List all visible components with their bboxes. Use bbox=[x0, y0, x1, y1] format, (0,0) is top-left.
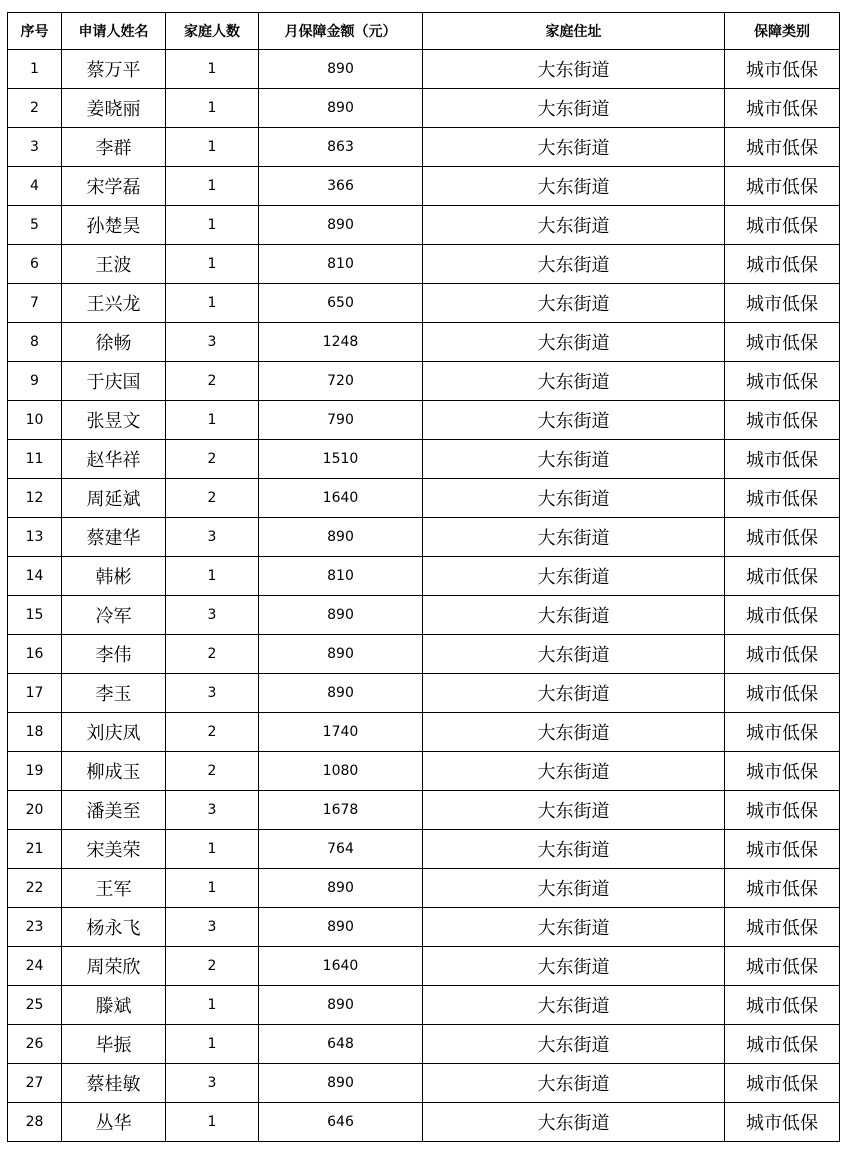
cell-monthly-amount: 646 bbox=[259, 1103, 423, 1142]
cell-home-address: 大东街道 bbox=[423, 908, 725, 947]
cell-assistance-type: 城市低保 bbox=[725, 1103, 840, 1142]
cell-home-address: 大东街道 bbox=[423, 323, 725, 362]
cell-applicant-name: 蔡桂敏 bbox=[62, 1064, 166, 1103]
cell-household-size: 3 bbox=[166, 518, 259, 557]
cell-serial: 15 bbox=[8, 596, 62, 635]
cell-home-address: 大东街道 bbox=[423, 1025, 725, 1064]
table-row bbox=[8, 167, 840, 206]
cell-serial: 10 bbox=[8, 401, 62, 440]
cell-serial: 23 bbox=[8, 908, 62, 947]
cell-applicant-name: 赵华祥 bbox=[62, 440, 166, 479]
cell-monthly-amount: 810 bbox=[259, 557, 423, 596]
cell-home-address: 大东街道 bbox=[423, 167, 725, 206]
cell-home-address: 大东街道 bbox=[423, 596, 725, 635]
cell-assistance-type: 城市低保 bbox=[725, 89, 840, 128]
header-applicant-name: 申请人姓名 bbox=[62, 13, 166, 50]
table-row bbox=[8, 128, 840, 167]
cell-home-address: 大东街道 bbox=[423, 635, 725, 674]
cell-assistance-type: 城市低保 bbox=[725, 401, 840, 440]
cell-household-size: 1 bbox=[166, 1103, 259, 1142]
table-row bbox=[8, 596, 840, 635]
cell-home-address: 大东街道 bbox=[423, 557, 725, 596]
cell-serial: 12 bbox=[8, 479, 62, 518]
cell-applicant-name: 周荣欣 bbox=[62, 947, 166, 986]
cell-household-size: 1 bbox=[166, 869, 259, 908]
header-assistance-type: 保障类别 bbox=[725, 13, 840, 50]
cell-applicant-name: 宋学磊 bbox=[62, 167, 166, 206]
cell-serial: 1 bbox=[8, 50, 62, 89]
cell-assistance-type: 城市低保 bbox=[725, 128, 840, 167]
cell-monthly-amount: 890 bbox=[259, 50, 423, 89]
cell-monthly-amount: 720 bbox=[259, 362, 423, 401]
cell-monthly-amount: 810 bbox=[259, 245, 423, 284]
cell-household-size: 1 bbox=[166, 167, 259, 206]
cell-assistance-type: 城市低保 bbox=[725, 869, 840, 908]
cell-serial: 27 bbox=[8, 1064, 62, 1103]
cell-applicant-name: 宋美荣 bbox=[62, 830, 166, 869]
cell-serial: 20 bbox=[8, 791, 62, 830]
cell-serial: 2 bbox=[8, 89, 62, 128]
table-row bbox=[8, 1064, 840, 1103]
cell-serial: 11 bbox=[8, 440, 62, 479]
cell-home-address: 大东街道 bbox=[423, 362, 725, 401]
cell-assistance-type: 城市低保 bbox=[725, 479, 840, 518]
table-row bbox=[8, 50, 840, 89]
table-row bbox=[8, 1025, 840, 1064]
cell-serial: 28 bbox=[8, 1103, 62, 1142]
cell-assistance-type: 城市低保 bbox=[725, 1025, 840, 1064]
cell-home-address: 大东街道 bbox=[423, 440, 725, 479]
table-row bbox=[8, 362, 840, 401]
table-row bbox=[8, 986, 840, 1025]
cell-monthly-amount: 366 bbox=[259, 167, 423, 206]
cell-assistance-type: 城市低保 bbox=[725, 908, 840, 947]
cell-home-address: 大东街道 bbox=[423, 947, 725, 986]
header-row bbox=[8, 13, 840, 50]
table-row bbox=[8, 323, 840, 362]
cell-monthly-amount: 890 bbox=[259, 908, 423, 947]
cell-household-size: 2 bbox=[166, 479, 259, 518]
cell-assistance-type: 城市低保 bbox=[725, 206, 840, 245]
cell-assistance-type: 城市低保 bbox=[725, 167, 840, 206]
cell-applicant-name: 蔡万平 bbox=[62, 50, 166, 89]
cell-household-size: 2 bbox=[166, 440, 259, 479]
cell-home-address: 大东街道 bbox=[423, 284, 725, 323]
cell-home-address: 大东街道 bbox=[423, 89, 725, 128]
cell-serial: 22 bbox=[8, 869, 62, 908]
cell-household-size: 1 bbox=[166, 89, 259, 128]
cell-serial: 18 bbox=[8, 713, 62, 752]
cell-monthly-amount: 890 bbox=[259, 674, 423, 713]
header-home-address: 家庭住址 bbox=[423, 13, 725, 50]
cell-home-address: 大东街道 bbox=[423, 830, 725, 869]
table-row bbox=[8, 635, 840, 674]
cell-assistance-type: 城市低保 bbox=[725, 635, 840, 674]
cell-household-size: 2 bbox=[166, 362, 259, 401]
cell-applicant-name: 王波 bbox=[62, 245, 166, 284]
cell-monthly-amount: 890 bbox=[259, 635, 423, 674]
cell-household-size: 1 bbox=[166, 245, 259, 284]
cell-home-address: 大东街道 bbox=[423, 869, 725, 908]
table-row bbox=[8, 245, 840, 284]
cell-applicant-name: 孙楚昊 bbox=[62, 206, 166, 245]
cell-serial: 16 bbox=[8, 635, 62, 674]
header-monthly-amount: 月保障金额（元） bbox=[259, 13, 423, 50]
cell-household-size: 2 bbox=[166, 635, 259, 674]
cell-assistance-type: 城市低保 bbox=[725, 596, 840, 635]
cell-home-address: 大东街道 bbox=[423, 791, 725, 830]
table-row bbox=[8, 401, 840, 440]
table-row bbox=[8, 674, 840, 713]
cell-monthly-amount: 890 bbox=[259, 869, 423, 908]
cell-monthly-amount: 890 bbox=[259, 206, 423, 245]
cell-monthly-amount: 1678 bbox=[259, 791, 423, 830]
cell-monthly-amount: 1080 bbox=[259, 752, 423, 791]
cell-applicant-name: 蔡建华 bbox=[62, 518, 166, 557]
header-household-size: 家庭人数 bbox=[166, 13, 259, 50]
table-row bbox=[8, 1103, 840, 1142]
cell-serial: 19 bbox=[8, 752, 62, 791]
table-row bbox=[8, 89, 840, 128]
cell-applicant-name: 刘庆凤 bbox=[62, 713, 166, 752]
cell-applicant-name: 张昱文 bbox=[62, 401, 166, 440]
cell-serial: 25 bbox=[8, 986, 62, 1025]
cell-serial: 9 bbox=[8, 362, 62, 401]
cell-monthly-amount: 890 bbox=[259, 1064, 423, 1103]
cell-applicant-name: 王军 bbox=[62, 869, 166, 908]
cell-monthly-amount: 890 bbox=[259, 89, 423, 128]
cell-applicant-name: 李玉 bbox=[62, 674, 166, 713]
assistance-roster-table bbox=[7, 12, 840, 1142]
cell-applicant-name: 杨永飞 bbox=[62, 908, 166, 947]
roster-body bbox=[8, 50, 840, 1142]
cell-household-size: 3 bbox=[166, 791, 259, 830]
cell-applicant-name: 姜晓丽 bbox=[62, 89, 166, 128]
cell-household-size: 3 bbox=[166, 1064, 259, 1103]
cell-assistance-type: 城市低保 bbox=[725, 713, 840, 752]
cell-assistance-type: 城市低保 bbox=[725, 947, 840, 986]
table-row bbox=[8, 830, 840, 869]
cell-applicant-name: 毕振 bbox=[62, 1025, 166, 1064]
cell-assistance-type: 城市低保 bbox=[725, 752, 840, 791]
cell-home-address: 大东街道 bbox=[423, 674, 725, 713]
cell-household-size: 2 bbox=[166, 947, 259, 986]
cell-applicant-name: 冷军 bbox=[62, 596, 166, 635]
cell-home-address: 大东街道 bbox=[423, 986, 725, 1025]
cell-applicant-name: 于庆国 bbox=[62, 362, 166, 401]
table-row bbox=[8, 557, 840, 596]
cell-serial: 4 bbox=[8, 167, 62, 206]
cell-assistance-type: 城市低保 bbox=[725, 557, 840, 596]
cell-serial: 3 bbox=[8, 128, 62, 167]
table-row bbox=[8, 908, 840, 947]
cell-assistance-type: 城市低保 bbox=[725, 674, 840, 713]
cell-monthly-amount: 790 bbox=[259, 401, 423, 440]
cell-household-size: 3 bbox=[166, 674, 259, 713]
cell-applicant-name: 韩彬 bbox=[62, 557, 166, 596]
cell-home-address: 大东街道 bbox=[423, 206, 725, 245]
cell-assistance-type: 城市低保 bbox=[725, 830, 840, 869]
cell-assistance-type: 城市低保 bbox=[725, 791, 840, 830]
cell-household-size: 1 bbox=[166, 401, 259, 440]
cell-household-size: 1 bbox=[166, 50, 259, 89]
cell-monthly-amount: 890 bbox=[259, 596, 423, 635]
cell-applicant-name: 王兴龙 bbox=[62, 284, 166, 323]
cell-home-address: 大东街道 bbox=[423, 401, 725, 440]
cell-assistance-type: 城市低保 bbox=[725, 1064, 840, 1103]
header-serial: 序号 bbox=[8, 13, 62, 50]
cell-assistance-type: 城市低保 bbox=[725, 284, 840, 323]
cell-serial: 14 bbox=[8, 557, 62, 596]
cell-home-address: 大东街道 bbox=[423, 128, 725, 167]
cell-applicant-name: 李群 bbox=[62, 128, 166, 167]
cell-assistance-type: 城市低保 bbox=[725, 323, 840, 362]
cell-applicant-name: 徐畅 bbox=[62, 323, 166, 362]
cell-household-size: 3 bbox=[166, 908, 259, 947]
cell-applicant-name: 柳成玉 bbox=[62, 752, 166, 791]
cell-home-address: 大东街道 bbox=[423, 50, 725, 89]
cell-household-size: 1 bbox=[166, 830, 259, 869]
table-row bbox=[8, 947, 840, 986]
cell-assistance-type: 城市低保 bbox=[725, 986, 840, 1025]
cell-monthly-amount: 1640 bbox=[259, 479, 423, 518]
cell-household-size: 3 bbox=[166, 323, 259, 362]
cell-applicant-name: 李伟 bbox=[62, 635, 166, 674]
cell-home-address: 大东街道 bbox=[423, 752, 725, 791]
cell-serial: 13 bbox=[8, 518, 62, 557]
cell-assistance-type: 城市低保 bbox=[725, 50, 840, 89]
cell-monthly-amount: 1740 bbox=[259, 713, 423, 752]
cell-household-size: 2 bbox=[166, 752, 259, 791]
table-row bbox=[8, 752, 840, 791]
cell-applicant-name: 周延斌 bbox=[62, 479, 166, 518]
cell-monthly-amount: 648 bbox=[259, 1025, 423, 1064]
cell-serial: 5 bbox=[8, 206, 62, 245]
cell-applicant-name: 潘美至 bbox=[62, 791, 166, 830]
cell-assistance-type: 城市低保 bbox=[725, 440, 840, 479]
cell-applicant-name: 丛华 bbox=[62, 1103, 166, 1142]
cell-assistance-type: 城市低保 bbox=[725, 245, 840, 284]
cell-home-address: 大东街道 bbox=[423, 518, 725, 557]
cell-monthly-amount: 1640 bbox=[259, 947, 423, 986]
table-row bbox=[8, 791, 840, 830]
table-row bbox=[8, 869, 840, 908]
cell-applicant-name: 滕斌 bbox=[62, 986, 166, 1025]
cell-serial: 17 bbox=[8, 674, 62, 713]
cell-home-address: 大东街道 bbox=[423, 713, 725, 752]
cell-serial: 26 bbox=[8, 1025, 62, 1064]
cell-household-size: 1 bbox=[166, 284, 259, 323]
cell-home-address: 大东街道 bbox=[423, 1103, 725, 1142]
cell-household-size: 1 bbox=[166, 206, 259, 245]
cell-home-address: 大东街道 bbox=[423, 245, 725, 284]
cell-serial: 24 bbox=[8, 947, 62, 986]
document-sheet bbox=[7, 12, 839, 1142]
cell-household-size: 1 bbox=[166, 986, 259, 1025]
cell-household-size: 1 bbox=[166, 557, 259, 596]
cell-household-size: 2 bbox=[166, 713, 259, 752]
cell-monthly-amount: 1248 bbox=[259, 323, 423, 362]
cell-household-size: 3 bbox=[166, 596, 259, 635]
cell-serial: 21 bbox=[8, 830, 62, 869]
cell-home-address: 大东街道 bbox=[423, 479, 725, 518]
cell-monthly-amount: 650 bbox=[259, 284, 423, 323]
cell-monthly-amount: 890 bbox=[259, 518, 423, 557]
cell-serial: 6 bbox=[8, 245, 62, 284]
cell-serial: 8 bbox=[8, 323, 62, 362]
cell-monthly-amount: 764 bbox=[259, 830, 423, 869]
table-row bbox=[8, 206, 840, 245]
cell-household-size: 1 bbox=[166, 1025, 259, 1064]
table-row bbox=[8, 713, 840, 752]
cell-monthly-amount: 863 bbox=[259, 128, 423, 167]
cell-home-address: 大东街道 bbox=[423, 1064, 725, 1103]
cell-assistance-type: 城市低保 bbox=[725, 362, 840, 401]
table-row bbox=[8, 479, 840, 518]
table-row bbox=[8, 518, 840, 557]
table-row bbox=[8, 440, 840, 479]
cell-monthly-amount: 1510 bbox=[259, 440, 423, 479]
cell-serial: 7 bbox=[8, 284, 62, 323]
cell-monthly-amount: 890 bbox=[259, 986, 423, 1025]
cell-household-size: 1 bbox=[166, 128, 259, 167]
cell-assistance-type: 城市低保 bbox=[725, 518, 840, 557]
table-row bbox=[8, 284, 840, 323]
